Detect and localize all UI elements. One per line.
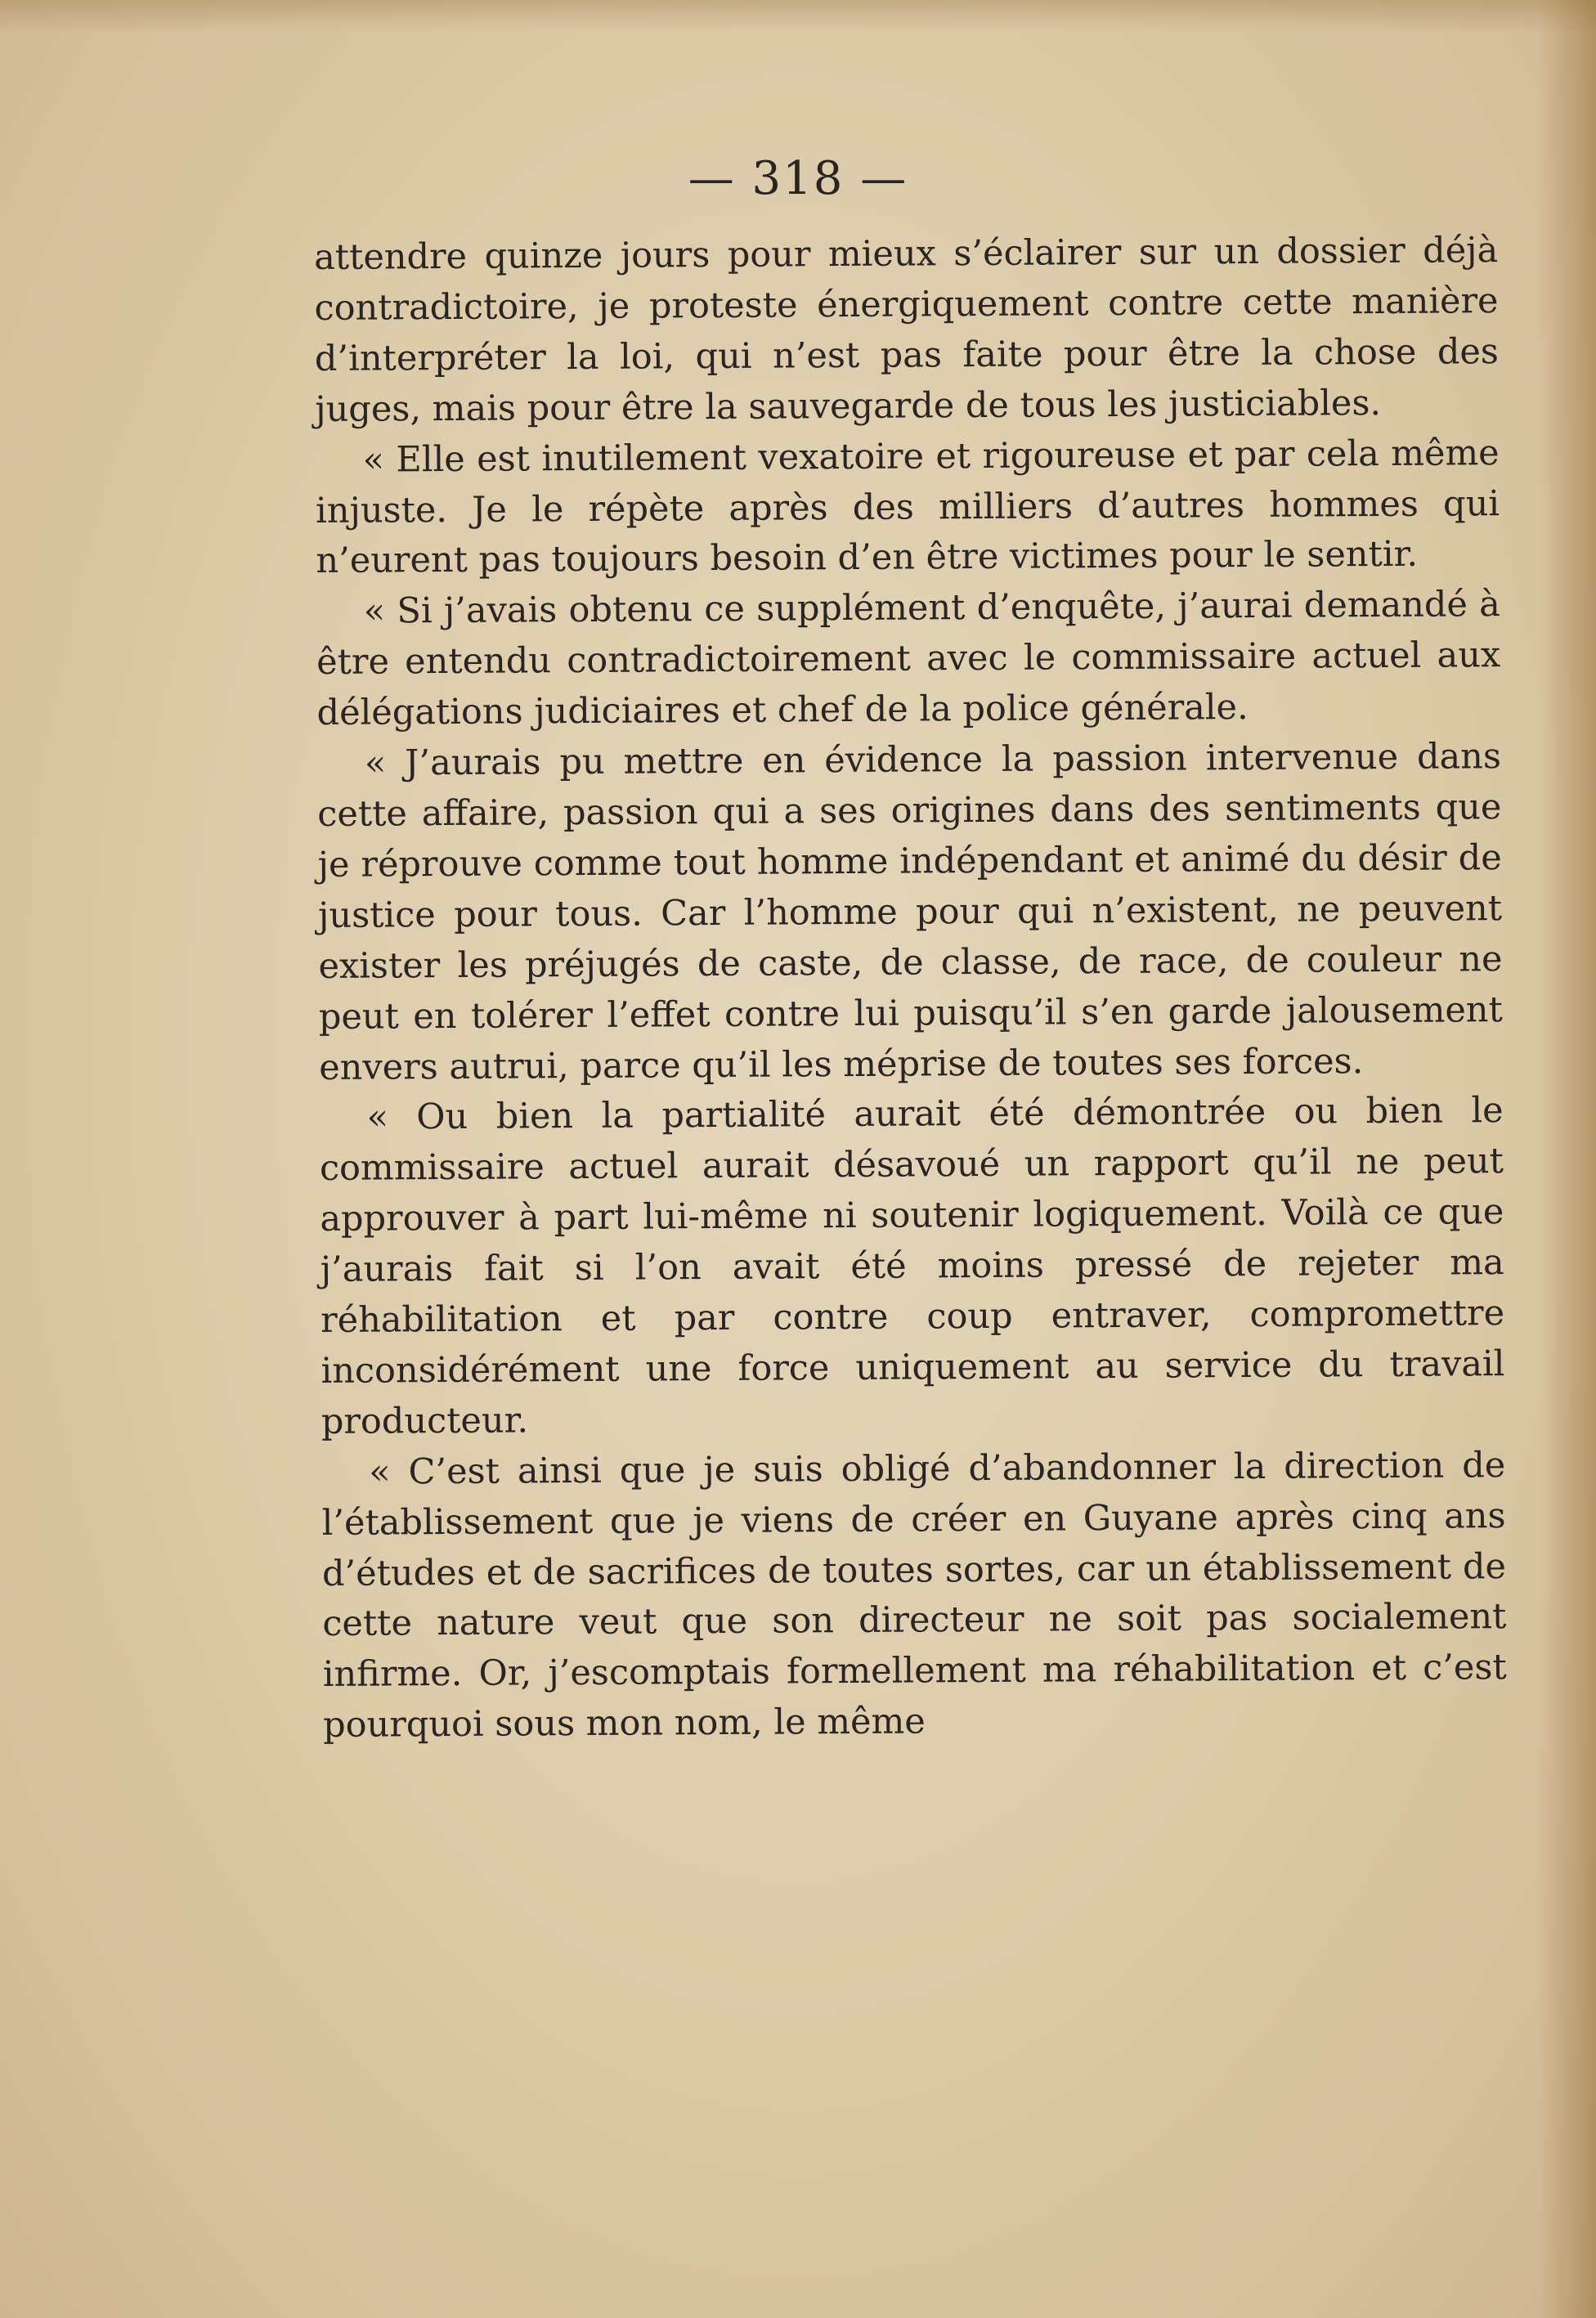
paragraph: « J’aurais pu mettre en évidence la passion intervenue dans cette affaire, passion qui a ses origines dans des sentiments que je réprouve comme tout homme indépendant et animé du désir de justice pour tous. Car l’homme pour qui n’existent, ne peuvent exister les préjugés de caste, de classe, de race, de couleur ne peut en tolérer l’effet contre lui puisqu’il s’en garde jalousement envers autrui, parce qu’il les méprise de toutes ses forces. bbox=[317, 736, 1503, 1088]
page-top-shadow bbox=[0, 0, 1596, 33]
body-text bbox=[314, 226, 1507, 1751]
paragraph: « Si j’avais obtenu ce supplément d’enquête, j’aurai demandé à être entendu contradictoirement avec le commissaire actuel aux délégations judiciaires et chef de la police générale. bbox=[316, 584, 1501, 734]
paragraph: « Ou bien la partialité aurait été démontrée ou bien le commissaire actuel aurait désavoué un rapport qu’il ne peut approuver à part lui-même ni soutenir logiquement. Voilà ce que j’aurais fait si l’on avait été moins pressé de rejeter ma réhabilitation et par contre coup entraver, compromettre inconsidérément une force uniquement au service du travail producteur. bbox=[319, 1090, 1505, 1442]
paragraph-continuation: attendre quinze jours pour mieux s’éclairer sur un dossier déjà contradictoire, je proteste énergiquement contre cette manière d’interpréter la loi, qui n’est pas faite pour être la chose des juges, mais pour être la sauvegarde de tous les justiciables. bbox=[314, 230, 1500, 430]
page-edge-shadow bbox=[1539, 0, 1596, 2318]
page-number: — 318 — bbox=[688, 152, 908, 205]
paragraph: « C’est ainsi que je suis obligé d’abandonner la direction de l’établissement que je viens de créer en Guyane après cinq ans d’études et de sacrifices de toutes sortes, car un établissement de cette nature veut que son directeur ne soit pas socialement infirme. Or, j’escomptais formellement ma réhabilitation et c’est pourquoi sous mon nom, le même bbox=[321, 1444, 1507, 1746]
paragraph: « Elle est inutilement vexatoire et rigoureuse et par cela même injuste. Je le répète après des milliers d’autres hommes qui n’eurent pas toujours besoin d’en être victimes pour le sentir. bbox=[315, 432, 1500, 582]
